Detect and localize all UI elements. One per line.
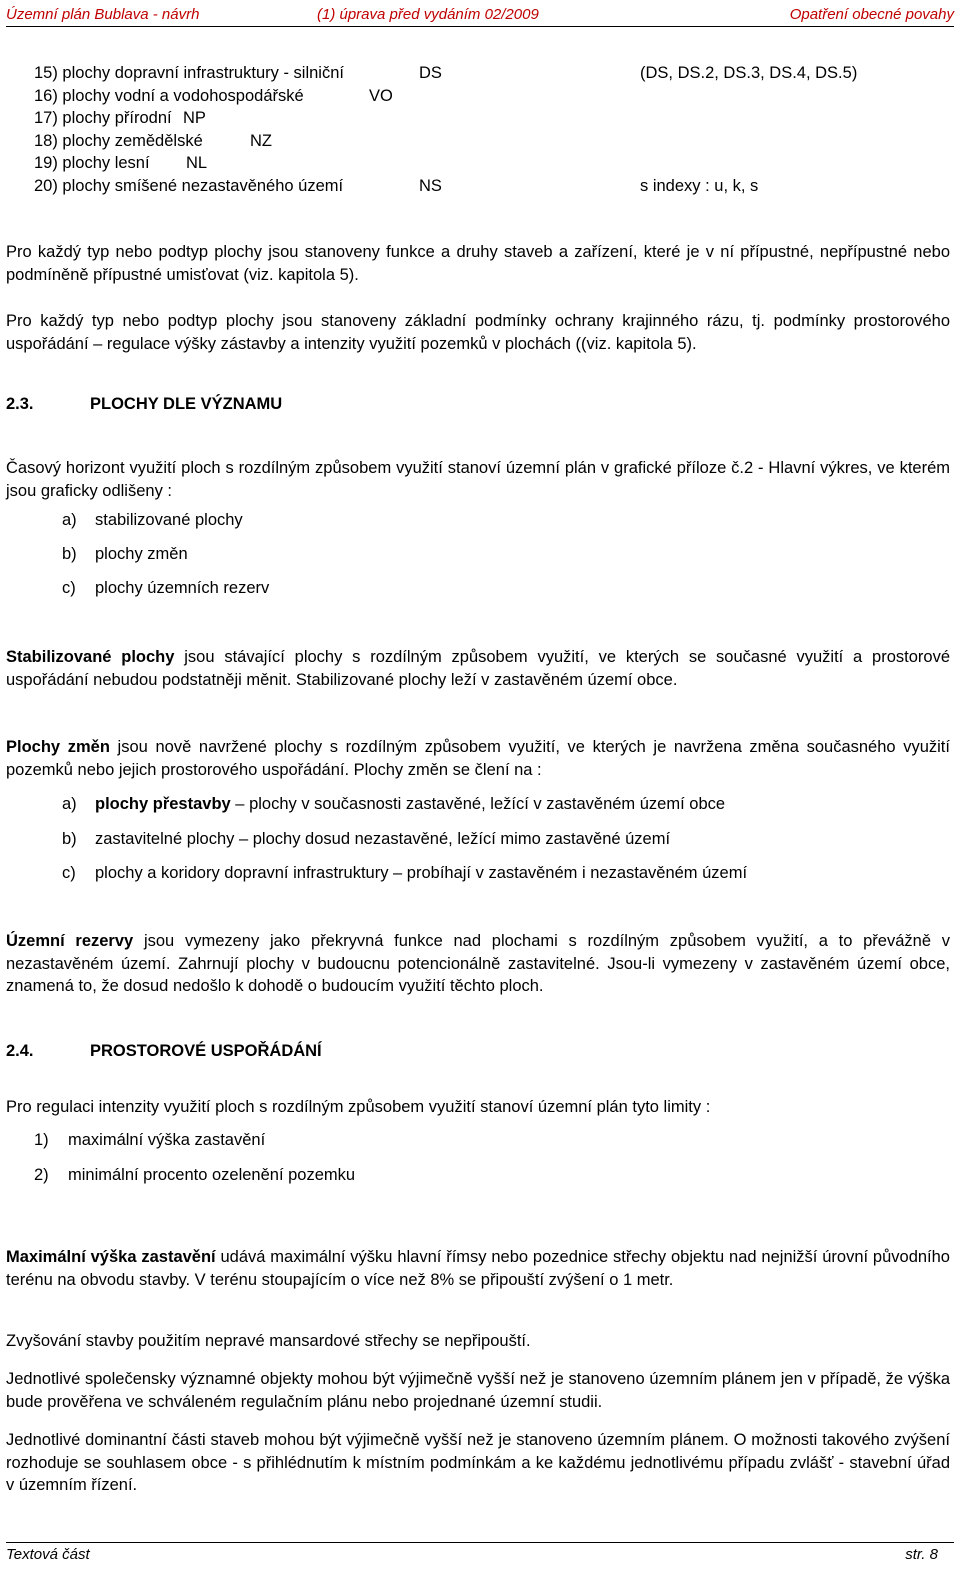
section-number: 2.4.	[6, 1042, 34, 1060]
stabilized-areas-paragraph	[6, 646, 950, 691]
page-number: str. 8	[905, 1546, 938, 1563]
area-item-label: 18) plochy zemědělské	[34, 132, 203, 150]
area-item-label: 19) plochy lesní	[34, 154, 150, 172]
list-item: plochy územních rezerv	[95, 579, 270, 597]
list-item: maximální výška zastavění	[68, 1131, 266, 1149]
section-23-intro: Časový horizont využití ploch s rozdílným způsobem využití stanoví územní plán v grafické příloze č.2 - Hlavní výkres, ve kterém jsou graficky odlišeny :	[6, 459, 950, 500]
max-height-paragraph	[6, 1246, 950, 1291]
area-item-code: NL	[186, 154, 208, 172]
section-24-intro: Pro regulaci intenzity využití ploch s rozdílným způsobem využití stanoví územní plán tyto limity :	[6, 1098, 711, 1116]
significant-objects-paragraph: Jednotlivé společensky významné objekty mohou být výjimečně vyšší než je stanoveno územním plánem jen v případě, že výška bude prověřena ve schváleném regulačním plánu nebo projednané územní studii.	[6, 1370, 950, 1411]
reserves-term: Územní rezervy	[6, 932, 134, 950]
list-marker: a)	[62, 511, 77, 529]
list-item: zastavitelné plochy – plochy dosud nezastavěné, ležící mimo zastavěné území	[95, 830, 671, 848]
stabilized-areas-text: jsou stávající plochy s rozdílným způsobem využití, ve kterých se současné využití a prostorové uspořádání nebudou podstatněji měnit. Stabilizované plochy leží v zastavěném území obce.	[6, 648, 950, 689]
area-item-code: VO	[369, 87, 393, 105]
section-title: PROSTOROVÉ USPOŘÁDÁNÍ	[90, 1042, 322, 1060]
list-marker: b)	[62, 545, 77, 563]
list-item	[95, 793, 725, 815]
list-marker: c)	[62, 864, 76, 882]
area-item-code: NP	[183, 109, 206, 127]
area-item-code: NZ	[250, 132, 272, 150]
list-marker: 1)	[34, 1131, 49, 1149]
reserves-text: jsou vymezeny jako překryvná funkce nad plochami s rozdílným způsobem využití, a to převážně v nezastavěném území. Zahrnují plochy v budoucnu potencionálně zastavitelné. Jsou-li vymezeny v zastavěném území obce, znamená to, že dosud nedošlo k dohodě o budoucím využití těchto ploch.	[6, 932, 950, 995]
reserves-paragraph	[6, 930, 950, 998]
stabilized-areas-term: Stabilizované plochy	[6, 648, 175, 666]
max-height-term: Maximální výška zastavění	[6, 1248, 216, 1266]
area-item-label: 20) plochy smíšené nezastavěného území	[34, 177, 344, 195]
page-footer	[6, 1542, 954, 1569]
list-item: minimální procento ozelenění pozemku	[68, 1166, 356, 1184]
list-item-marker: c)	[62, 579, 76, 597]
section-title: PLOCHY DLE VÝZNAMU	[90, 395, 283, 413]
list-item: stabilizované plochy	[95, 511, 243, 529]
list-item: plochy změn	[95, 545, 188, 563]
intro-paragraph-functions: Pro každý typ nebo podtyp plochy jsou stanoveny funkce a druhy staveb a zařízení, které je v ní přípustné, nepřípustné nebo podmíněně přípustné umisťovat (viz. kapitola 5).	[6, 243, 950, 284]
list-marker: a)	[62, 795, 77, 813]
area-item-note: (DS, DS.2, DS.3, DS.4, DS.5)	[640, 64, 858, 82]
section-number: 2.3.	[6, 395, 34, 413]
header-document-type: Opatření obecné povahy	[789, 6, 954, 23]
list-marker: b)	[62, 830, 77, 848]
intro-paragraph-conditions: Pro každý typ nebo podtyp plochy jsou stanoveny základní podmínky ochrany krajinného rázu, tj. podmínky prostorového uspořádání – regulace výšky zástavby a intenzity využití pozemků v plochách ((viz. kapitola 5).	[6, 312, 950, 353]
page-header	[6, 4, 954, 27]
change-areas-text: jsou nově navržené plochy s rozdílným způsobem využití, ve kterých je navržena změna současného využití pozemků nebo jejich prostorového uspořádání. Plochy změn se člení na :	[6, 738, 950, 779]
list-item-text: – plochy v současnosti zastavěné, ležící v zastavěném území obce	[230, 795, 726, 813]
area-item-label: 15) plochy dopravní infrastruktury - silniční	[34, 64, 344, 82]
change-areas-paragraph	[6, 736, 950, 781]
area-item-label: 16) plochy vodní a vodohospodářské	[34, 87, 304, 105]
max-height-text: udává maximální výšku hlavní římsy nebo pozednice střechy objektu nad nejnižší úrovní původního terénu na obvodu stavby. V terénu stoupajícím o více než 8% se připouští zvýšení o 1 metr.	[6, 1248, 950, 1289]
dominant-parts-paragraph: Jednotlivé dominantní části staveb mohou být výjimečně vyšší než je stanoveno územním plánem. O možnosti takového zvýšení rozhoduje se souhlasem obce - s přihlédnutím k místním podmínkám a ke každému jednotlivému případu zvlášť - stavební úřad v územním řízení.	[6, 1431, 950, 1494]
mansard-paragraph: Zvyšování stavby použitím nepravé mansardové střechy se nepřipouští.	[6, 1332, 531, 1350]
area-item-code: DS	[419, 64, 442, 82]
header-revision: (1) úprava před vydáním 02/2009	[317, 6, 539, 23]
list-marker: 2)	[34, 1166, 49, 1184]
header-document-title: Územní plán Bublava - návrh	[6, 6, 200, 23]
change-areas-term: Plochy změn	[6, 738, 110, 756]
area-item-note: s indexy : u, k, s	[640, 177, 759, 195]
area-item-label: 17) plochy přírodní	[34, 109, 172, 127]
footer-section-name: Textová část	[6, 1546, 90, 1563]
list-item-term: plochy přestavby	[95, 795, 231, 813]
list-item: plochy a koridory dopravní infrastruktury – probíhají v zastavěném i nezastavěném území	[95, 864, 748, 882]
area-item-code: NS	[419, 177, 442, 195]
